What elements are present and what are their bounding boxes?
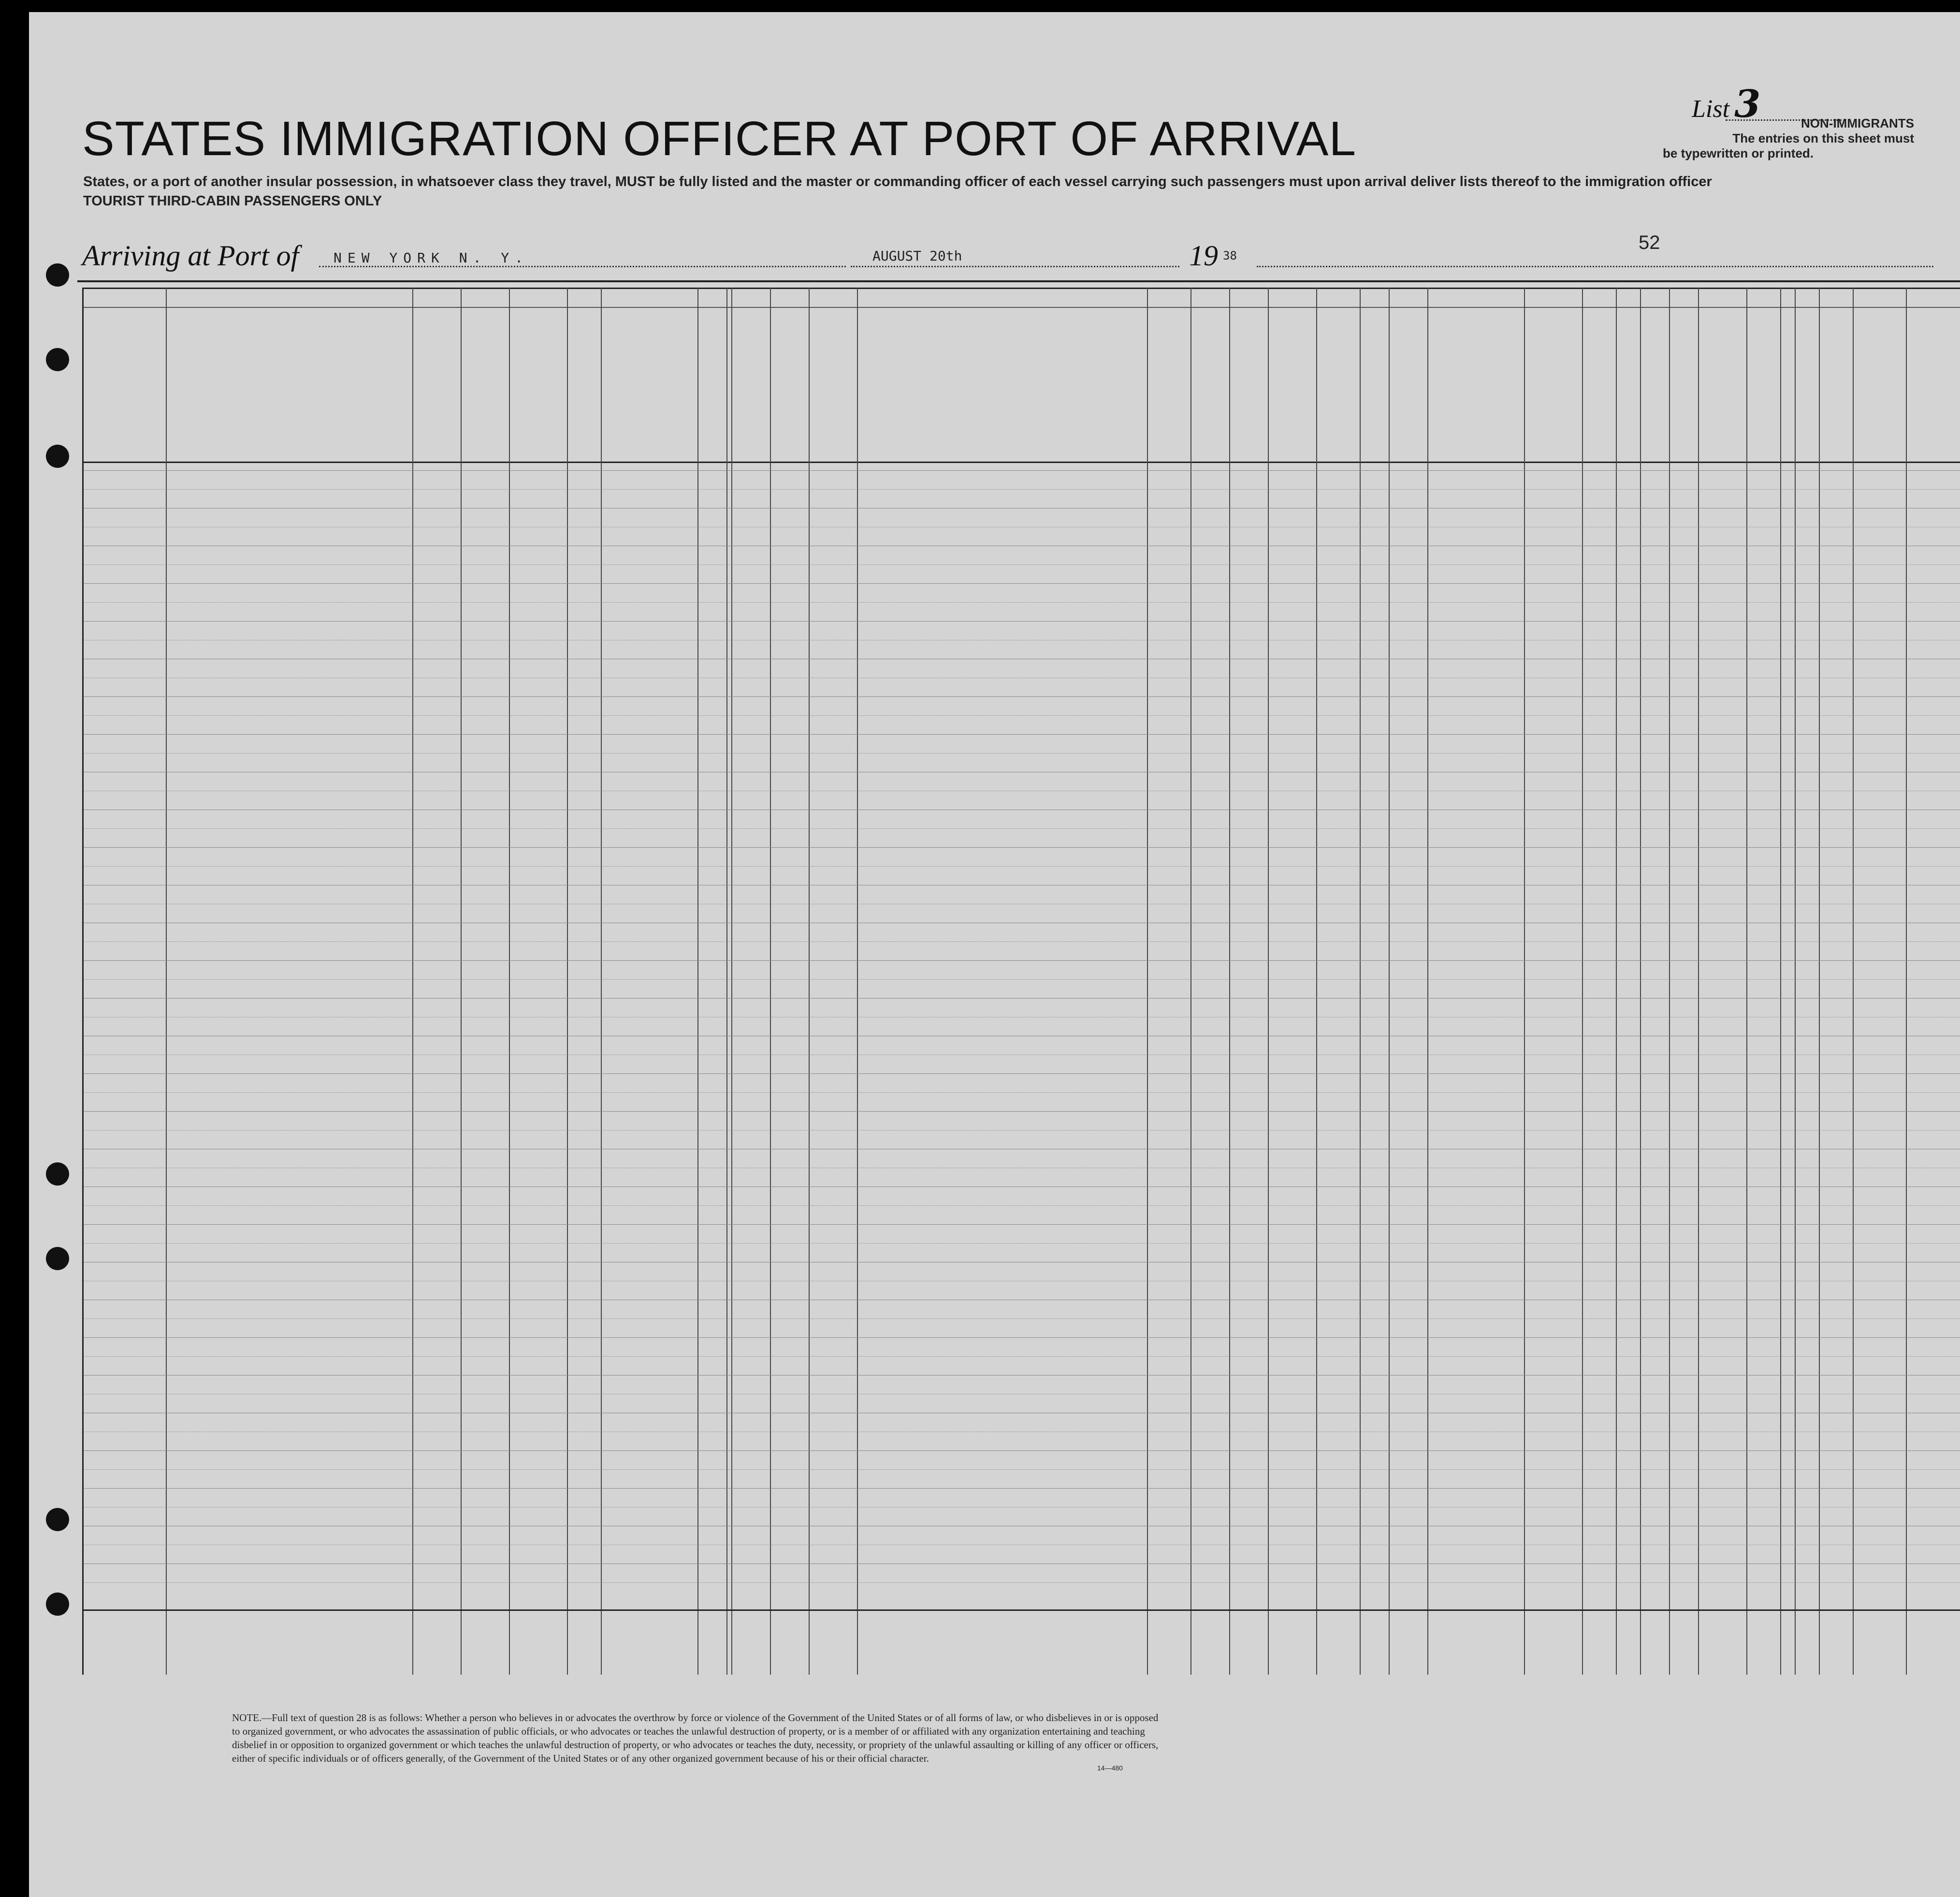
- row-subrule: [84, 1356, 1960, 1357]
- header-purpose-a: [1149, 341, 1188, 459]
- header-prison: [1270, 317, 1314, 457]
- header-labor-offer: [1437, 317, 1519, 457]
- column-rule: [1268, 288, 1269, 1675]
- list-number-value: 3: [1734, 82, 1761, 126]
- row-rule: [84, 998, 1960, 999]
- cabin-class: TOURIST THIRD-CABIN PASSENGERS ONLY: [83, 193, 382, 209]
- column-rule: [1698, 288, 1699, 1675]
- column-number-rule: [84, 288, 1960, 289]
- row-rule: [84, 696, 1960, 697]
- row-rule: [84, 960, 1960, 961]
- column-rule: [1389, 288, 1390, 1675]
- row-subrule: [84, 828, 1960, 829]
- typewritten-note-2: be typewritten or printed.: [1663, 146, 1814, 160]
- row-subrule: [84, 1318, 1960, 1319]
- header-inches: [1771, 418, 1795, 447]
- column-rule: [1906, 288, 1907, 1675]
- binding-hole: [46, 348, 69, 371]
- column-rule: [567, 288, 568, 1675]
- row-subrule: [84, 1469, 1960, 1470]
- column-rule: [1640, 288, 1641, 1675]
- column-rule: [1780, 288, 1781, 1675]
- column-rule: [857, 288, 858, 1675]
- binding-hole: [46, 445, 69, 468]
- row-rule: [84, 734, 1960, 735]
- column-rule: [1853, 288, 1854, 1675]
- header-ticket: [569, 317, 598, 457]
- column-rule: [1746, 288, 1747, 1675]
- page-number: 52: [1639, 232, 1660, 253]
- header-excluded: [1529, 317, 1577, 457]
- header-purpose-b: [1193, 341, 1227, 459]
- binding-hole: [46, 1508, 69, 1531]
- subtitle: States, or a port of another insular possession, in whatsoever class they travel, MUST be fully listed and the master or commanding officer of each vessel carrying such passengers must upon arrival deliver lists thereof to the immigration officer: [83, 174, 1712, 189]
- non-immigrants-label: NON-IMMIGRANTS: [1801, 116, 1914, 130]
- row-rule: [84, 583, 1960, 584]
- year-prefix: 19: [1189, 240, 1218, 272]
- row-rule: [84, 1224, 1960, 1225]
- column-rule: [166, 288, 167, 1675]
- manifest-table: [82, 288, 1960, 1675]
- column-rule: [1582, 288, 1583, 1675]
- column-rule: [1147, 288, 1148, 1675]
- page-title: STATES IMMIGRATION OFFICER AT PORT OF ARRIVAL: [82, 112, 1357, 166]
- row-rule: [84, 847, 1960, 848]
- header-overthrow: [1394, 317, 1425, 457]
- column-rule: [461, 288, 462, 1675]
- column-rule: [1669, 288, 1670, 1675]
- form-number: 14—480: [1097, 1764, 1123, 1772]
- date-value: AUGUST 20th: [872, 248, 962, 264]
- column-rule: [509, 288, 510, 1675]
- row-subrule: [84, 1243, 1960, 1244]
- column-rule: [1316, 288, 1317, 1675]
- port-value: NEW YORK N. Y.: [334, 250, 529, 266]
- table-bottom-rule: [84, 1609, 1960, 1611]
- row-rule: [84, 621, 1960, 622]
- row-subrule: [84, 1582, 1960, 1583]
- column-rule: [726, 288, 727, 1675]
- row-rule: [84, 1111, 1960, 1112]
- header-bottom-rule: [84, 462, 1960, 463]
- column-rule: [770, 288, 771, 1675]
- column-rule: [1795, 288, 1796, 1675]
- binding-hole: [46, 1162, 69, 1186]
- year-line: [1257, 266, 1933, 267]
- column-number-bottom: [84, 307, 1960, 308]
- list-label: List: [1692, 95, 1730, 123]
- column-rule: [731, 288, 732, 1675]
- column-rule: [1229, 288, 1230, 1675]
- non-immigrants-note: [1643, 116, 1914, 161]
- header-polygamist: [1326, 317, 1352, 457]
- row-subrule: [84, 941, 1960, 942]
- row-subrule: [84, 715, 1960, 716]
- row-rule: [84, 1488, 1960, 1489]
- column-rule: [412, 288, 413, 1675]
- row-rule: [84, 1450, 1960, 1451]
- row-rule: [84, 1073, 1960, 1074]
- year-value: 38: [1223, 249, 1237, 262]
- manifest-sheet: [29, 12, 1960, 1897]
- binding-hole: [46, 263, 69, 287]
- row-rule: [84, 1375, 1960, 1376]
- column-rule: [1427, 288, 1428, 1675]
- header-fifty-dollars: [700, 317, 729, 457]
- row-rule: [84, 1337, 1960, 1338]
- binding-hole: [46, 1593, 69, 1616]
- column-rule: [1616, 288, 1617, 1675]
- top-rule: [77, 280, 1960, 282]
- arriving-label: Arriving at Port of: [82, 240, 299, 272]
- footnote: NOTE.—Full text of question 28 is as follows: Whether a person who believes in or advocates the overthrow by force or violence of the Government of the United States or of all forms of law, or who disbelieves in or is opposed to organized government, or who advocates the assassination of public officials, or who advocates or teaches the unlawful destruction of property, or is a member of or affiliated with any organization entertaining and teaching disbelief in or opposition to organized government or which teaches the unlawful destruction of property, or who advocates or teaches the duty, necessity, or propriety of the unlawful assaulting or killing of any officer or officers, either of specific individuals or of officers generally, of the Government of the United States or of any other organized government because of his or their official character.: [232, 1712, 1159, 1764]
- column-rule: [1524, 288, 1525, 1675]
- port-line: [319, 266, 846, 267]
- row-subrule: [84, 866, 1960, 867]
- typewritten-note-1: The entries on this sheet must: [1732, 131, 1914, 145]
- row-subrule: [84, 979, 1960, 980]
- row-subrule: [84, 1205, 1960, 1206]
- row-subrule: [84, 1092, 1960, 1093]
- column-rule: [809, 288, 810, 1675]
- date-line: [851, 266, 1179, 267]
- header-purpose-c: [1232, 341, 1265, 459]
- column-rule: [601, 288, 602, 1675]
- header-feet: [1746, 423, 1771, 447]
- row-subrule: [84, 489, 1960, 490]
- binding-hole: [46, 1247, 69, 1270]
- column-rule: [697, 288, 698, 1675]
- row-subrule: [84, 602, 1960, 603]
- column-rule: [1360, 288, 1361, 1675]
- row-rule: [84, 470, 1960, 471]
- header-deported: [1587, 317, 1613, 457]
- header-anarchist: [1365, 317, 1386, 457]
- column-rule: [1819, 288, 1820, 1675]
